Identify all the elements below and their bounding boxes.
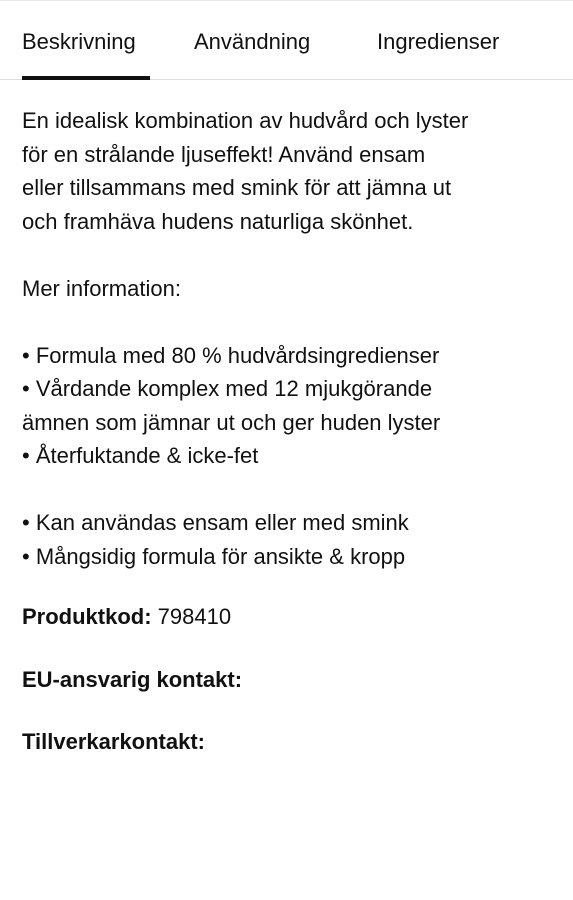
active-tab-indicator [22,76,150,80]
more-info-heading: Mer information: [22,275,181,301]
intro-line: En idealisk kombination av hudvård och lyster [22,108,469,133]
intro-line: för en strålande ljuseffekt! Använd ensam [22,141,426,167]
tab-ingredienser[interactable]: Ingredienser [377,29,500,54]
description-panel [22,104,562,759]
list-item: • Återfuktande & icke-fet [22,443,259,468]
eu-contact-label: EU-ansvarig kontakt: [22,666,243,692]
tab-anvandning[interactable]: Användning [194,29,311,54]
product-code-label: Produktkod: [22,604,152,629]
feature-list-2 [22,506,562,573]
list-item: • Formula med 80 % hudvårdsingredienser [22,342,440,368]
tab-beskrivning[interactable]: Beskrivning [22,29,136,54]
list-item: • Vårdande komplex med 12 mjukgörande [22,376,433,401]
list-item: ämnen som jämnar ut och ger huden lyster [22,409,441,435]
feature-list-1 [22,339,562,473]
list-item: • Kan användas ensam eller med smink [22,510,409,535]
intro-line: eller tillsammans med smink för att jämna ut [22,175,452,200]
intro-text [22,104,562,238]
intro-line: och framhäva hudens naturliga skönhet. [22,208,414,234]
manufacturer-contact-label: Tillverkarkontakt: [22,729,206,754]
product-info-tabs [0,0,573,80]
product-code-value: 798410 [151,604,232,629]
product-code [22,600,562,634]
list-item: • Mångsidig formula för ansikte & kropp [22,543,406,569]
